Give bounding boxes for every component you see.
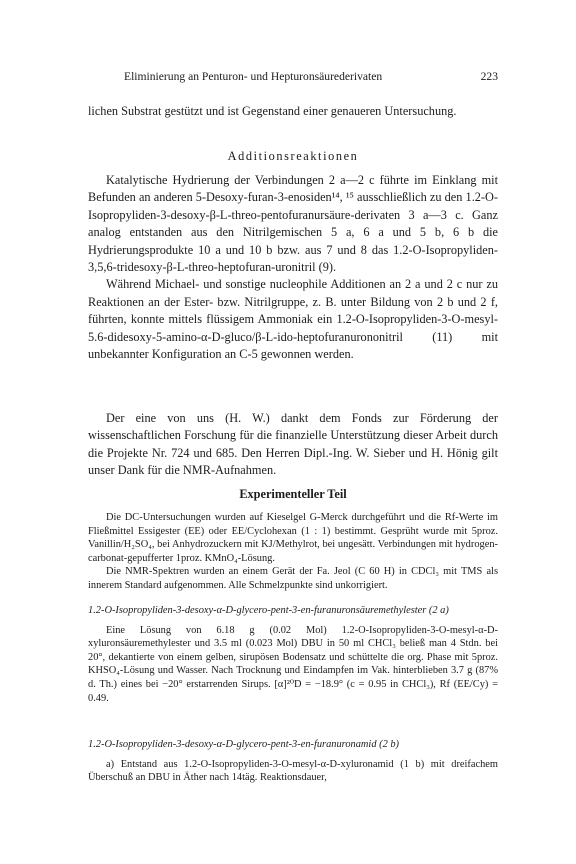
- compound-2a-procedure: Eine Lösung von 6.18 g (0.02 Mol) 1.2-O-Isopropyliden-3-O-mesyl-α-D-xyluronsäuremethylester und 3.5 ml (0.023 Mol) DBU in 50 ml CHCl₃ beließ man 4 Stdn. bei 20°, dekantierte von einem gelben, sirupösen Bodensatz und schüttelte die org. Phase mit 5proz. KHSO₄-Lösung und Wasser. Nach Trocknung und Eindampfen im Vak. hinterblieben 3.7 g (87% d. Th.) eines bei −20° erstarrenden Sirups. [α]²⁰D = −18.9° (c = 0.95 in CHCl₃), Rf (EE/Cy) = 0.49.: [88, 624, 498, 704]
- compound-2b-title: 1.2-O-Isopropyliden-3-desoxy-α-D-glycero-pent-3-en-furanuronamid (2 b): [88, 739, 400, 750]
- addition-paragraph-2: Während Michael- und sonstige nucleophile Additionen an 2 a und 2 c nur zu Reaktionen an der Ester- bzw. Nitrilgruppe, z. B. unter Bildung von 2 b und 2 f, führten, konnte mittels flüssigem Ammoniak ein 1.2-O-Isopropyliden-3-O-mesyl-5.6-didesoxy-5-amino-α-D-gluco/β-L-ido-heptofuranurononitril (11) mit unbekannter Konfiguration an C-5 gewonnen werden.: [88, 277, 498, 362]
- running-title: Eliminierung an Penturon- und Hepturonsäurederivaten: [124, 70, 383, 83]
- experimental-paragraph-2: Die NMR-Spektren wurden an einem Gerät der Fa. Jeol (C 60 H) in CDCl₃ mit TMS als innerem Standard aufgenommen. Alle Schmelzpunkte sind unkorrigiert.: [88, 566, 498, 591]
- compound-2a-title: 1.2-O-Isopropyliden-3-desoxy-α-D-glycero-pent-3-en-furanuronsäuremethylester (2 a): [88, 605, 449, 616]
- addition-heading: Additionsreaktionen: [227, 149, 359, 163]
- addition-paragraph-1: Katalytische Hydrierung der Verbindungen 2 a—2 c führte im Einklang mit Befunden an anderen 5-Desoxy-furan-3-enosiden¹⁴, ¹⁵ ausschließlich zu den 1.2-O-Isopropyliden-3-desoxy-β-L-threo-pentofuranursäure-derivaten 3 a—3 c. Ganz analog entstanden aus den Nitrilgemischen 5 a, 6 a und 5 b, 6 b die Hydrierungsprodukte 10 a und 10 b bzw. aus 7 und 8 das 1.2-O-Isopropyliden-3,5,6-tridesoxy-β-L-threo-heptofuran-uronitril (9).: [88, 173, 498, 275]
- page-number: 223: [480, 70, 498, 83]
- acknowledgement-paragraph: Der eine von uns (H. W.) dankt dem Fonds zur Förderung der wissenschaftlichen Forschung für die finanzielle Unterstützung dieser Arbeit durch die Projekte Nr. 724 und 685. Den Herren Dipl.-Ing. W. Sieber und H. Hönig gilt unser Dank für die NMR-Aufnahmen.: [88, 411, 498, 478]
- compound-2b-section: [88, 738, 498, 785]
- experimental-heading-block: [88, 486, 498, 503]
- intro-continuation: lichen Substrat gestützt und ist Gegenstand einer genaueren Untersuchung.: [88, 104, 457, 118]
- addition-body: [88, 172, 498, 363]
- experimental-body: [88, 511, 498, 593]
- compound-2b-procedure: a) Entstand aus 1.2-O-Isopropyliden-3-O-mesyl-α-D-xyluronamid (1 b) mit dreifachem Überschuß an DBU in Äther nach 14täg. Reaktionsdauer,: [88, 758, 498, 784]
- experimental-paragraph-1: Die DC-Untersuchungen wurden auf Kieselgel G-Merck durchgeführt und die Rf-Werte im Fließmittel Essigester (EE) oder EE/Cyclohexan (1 : 1) bestimmt. Gesprüht wurde mit 5proz. Vanillin/H₂SO₄, bei Anhydrozuckern mit KJ/Methylrot, bei ungesätt. Verbindungen mit hydrogencarbonat-gepufferter 1proz. KMnO₄-Lösung.: [88, 512, 498, 564]
- addition-section: [88, 148, 498, 165]
- running-header: [88, 70, 498, 86]
- compound-2a-section: [88, 604, 498, 705]
- intro-continuation-block: [88, 103, 498, 120]
- experimental-heading: Experimenteller Teil: [239, 487, 347, 501]
- acknowledgement-block: [88, 410, 498, 480]
